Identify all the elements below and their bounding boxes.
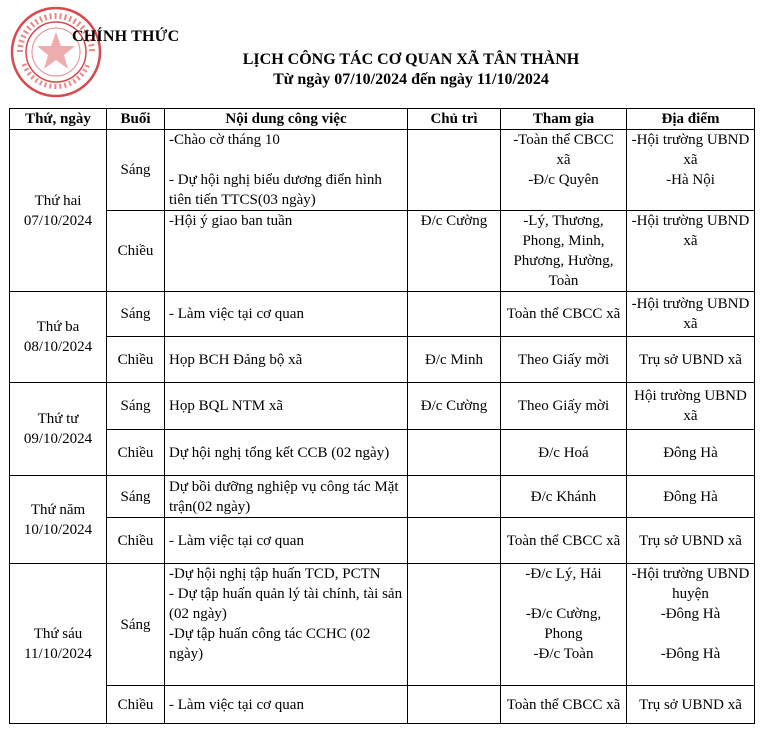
participants-line: -Đ/c Lý, Hải — [525, 566, 602, 582]
content-cell — [165, 383, 408, 430]
location-line: -Đông Hà — [660, 606, 721, 622]
location-line — [631, 624, 750, 644]
chair-cell — [408, 564, 501, 686]
day-date: 07/10/2024 — [23, 212, 93, 229]
table-row — [10, 130, 755, 211]
participants-line: -Đ/c Cường, Phong — [525, 606, 602, 642]
content-line: - Dự hội nghị biểu dương điển hình tiên tiến TTCS(03 ngày) — [169, 172, 382, 208]
participants-line — [505, 584, 622, 604]
location-cell — [627, 337, 755, 383]
session-cell: Chiều — [107, 211, 165, 292]
content-line: -Dự hội nghị tập huấn TCD, PCTN — [169, 566, 381, 582]
content-cell — [165, 518, 408, 564]
day-name: Thứ hai — [34, 192, 82, 209]
session-cell: Sáng — [107, 383, 165, 430]
table-row — [10, 292, 755, 337]
table-row — [10, 564, 755, 686]
column-header: Địa điểm — [627, 109, 755, 130]
participants-line: -Lý, Thương, Phong, Minh, Phương, Hường, Toàn — [513, 213, 614, 289]
content-line: Dự hội nghị tổng kết CCB (02 ngày) — [169, 444, 390, 461]
content-cell — [165, 564, 408, 686]
location-cell — [627, 686, 755, 724]
day-date: 11/10/2024 — [24, 645, 92, 662]
content-cell — [165, 476, 408, 518]
chair-cell — [408, 292, 501, 337]
participants-cell — [501, 383, 627, 430]
chair-cell — [408, 686, 501, 724]
participants-line: -Đ/c Toàn — [533, 646, 594, 662]
session-cell: Chiều — [107, 430, 165, 476]
chair-cell: Đ/c Cường — [408, 383, 501, 430]
participants-line: -Toàn thể CBCC xã — [513, 132, 614, 168]
chair-cell — [408, 130, 501, 211]
participants-cell — [501, 476, 627, 518]
content-cell — [165, 211, 408, 292]
participants-cell — [501, 430, 627, 476]
day-name: Thứ ba — [36, 319, 80, 335]
content-line: - Dự tập huấn quản lý tài chính, tài sản (02 ngày) — [169, 586, 403, 622]
location-line: -Hội trường UBND xã — [631, 132, 750, 168]
column-header: Tham gia — [501, 109, 627, 130]
day-cell — [10, 292, 107, 383]
table-row — [10, 383, 755, 430]
day-cell — [10, 476, 107, 564]
participants-line: -Đ/c Quyên — [528, 172, 599, 188]
location-cell — [627, 564, 755, 686]
content-cell — [165, 686, 408, 724]
participants-cell — [501, 686, 627, 724]
participants-line: Theo Giấy mời — [517, 351, 610, 368]
participants-line: Đ/c Khánh — [530, 488, 597, 505]
session-cell: Chiều — [107, 337, 165, 383]
content-line: - Làm việc tại cơ quan — [169, 532, 304, 549]
session-cell: Sáng — [107, 130, 165, 211]
participants-line: Toàn thể CBCC xã — [506, 532, 621, 549]
participants-line: Đ/c Hoá — [538, 444, 589, 461]
table-row — [10, 211, 755, 292]
content-cell — [165, 292, 408, 337]
session-cell: Chiều — [107, 518, 165, 564]
location-line: -Hội trường UBND xã — [631, 213, 750, 249]
table-row — [10, 476, 755, 518]
content-cell — [165, 337, 408, 383]
chair-cell: Đ/c Cường — [408, 211, 501, 292]
column-header: Chủ trì — [408, 109, 501, 130]
day-name: Thứ tư — [37, 411, 79, 427]
chair-cell: Đ/c Minh — [408, 337, 501, 383]
location-line: Hội trường UBND xã — [634, 388, 747, 424]
participants-cell — [501, 130, 627, 211]
location-cell — [627, 430, 755, 476]
participants-cell — [501, 564, 627, 686]
participants-line: Toàn thể CBCC xã — [506, 306, 621, 322]
participants-cell — [501, 211, 627, 292]
location-cell — [627, 292, 755, 337]
participants-cell — [501, 518, 627, 564]
content-line: -Chào cờ tháng 10 — [169, 132, 280, 148]
participants-cell — [501, 292, 627, 337]
participants-line: Toàn thể CBCC xã — [506, 696, 621, 713]
document-title — [0, 50, 762, 90]
table-row — [10, 518, 755, 564]
location-cell — [627, 476, 755, 518]
content-line: -Hội ý giao ban tuần — [169, 213, 293, 229]
content-cell — [165, 130, 408, 211]
day-date: 08/10/2024 — [23, 339, 93, 355]
table-row — [10, 430, 755, 476]
location-line: Đông Hà — [663, 488, 718, 505]
location-cell — [627, 130, 755, 211]
location-line: -Hội trường UBND xã — [631, 296, 750, 332]
participants-cell — [501, 337, 627, 383]
content-cell — [165, 430, 408, 476]
table-row — [10, 337, 755, 383]
participants-line: Theo Giấy mời — [517, 398, 610, 414]
location-line: Trụ sở UBND xã — [639, 696, 742, 713]
page-title: LỊCH CÔNG TÁC CƠ QUAN XÃ TÂN THÀNH — [242, 51, 580, 68]
day-date: 10/10/2024 — [23, 521, 93, 538]
content-line: Họp BQL NTM xã — [169, 398, 284, 414]
session-cell: Sáng — [107, 292, 165, 337]
location-line: -Đông Hà — [660, 646, 721, 662]
column-header: Nội dung công việc — [165, 109, 408, 130]
content-line — [169, 150, 403, 170]
content-line: -Dự tập huấn công tác CCHC (02 ngày) — [169, 626, 371, 662]
column-header: Thứ, ngày — [10, 109, 107, 130]
chair-cell — [408, 476, 501, 518]
location-line: Trụ sở UBND xã — [639, 351, 742, 368]
content-line: Họp BCH Đảng bộ xã — [169, 351, 303, 368]
table-row — [10, 686, 755, 724]
location-line: -Hội trường UBND huyện — [631, 566, 750, 602]
location-line: -Hà Nội — [666, 172, 715, 188]
content-line: - Làm việc tại cơ quan — [169, 306, 304, 322]
stamp-label: CHÍNH THỨC — [72, 28, 180, 45]
day-cell — [10, 130, 107, 292]
chair-cell — [408, 430, 501, 476]
schedule-table — [9, 108, 755, 724]
day-name: Thứ sáu — [33, 625, 83, 642]
page-subtitle: Từ ngày 07/10/2024 đến ngày 11/10/2024 — [273, 71, 549, 88]
day-date: 09/10/2024 — [23, 431, 93, 447]
chair-cell — [408, 518, 501, 564]
location-cell — [627, 211, 755, 292]
column-header: Buổi — [107, 109, 165, 130]
session-cell: Chiều — [107, 686, 165, 724]
content-line: - Làm việc tại cơ quan — [169, 696, 304, 713]
location-cell — [627, 518, 755, 564]
session-cell: Sáng — [107, 476, 165, 518]
location-line: Trụ sở UBND xã — [639, 532, 742, 549]
day-cell — [10, 564, 107, 724]
table-header-row — [10, 109, 755, 130]
location-cell — [627, 383, 755, 430]
content-line: Dự bồi dưỡng nghiệp vụ công tác Mặt trận(02 ngày) — [169, 478, 399, 515]
day-name: Thứ năm — [30, 501, 86, 518]
location-line: Đông Hà — [663, 444, 718, 461]
session-cell: Sáng — [107, 564, 165, 686]
day-cell — [10, 383, 107, 476]
